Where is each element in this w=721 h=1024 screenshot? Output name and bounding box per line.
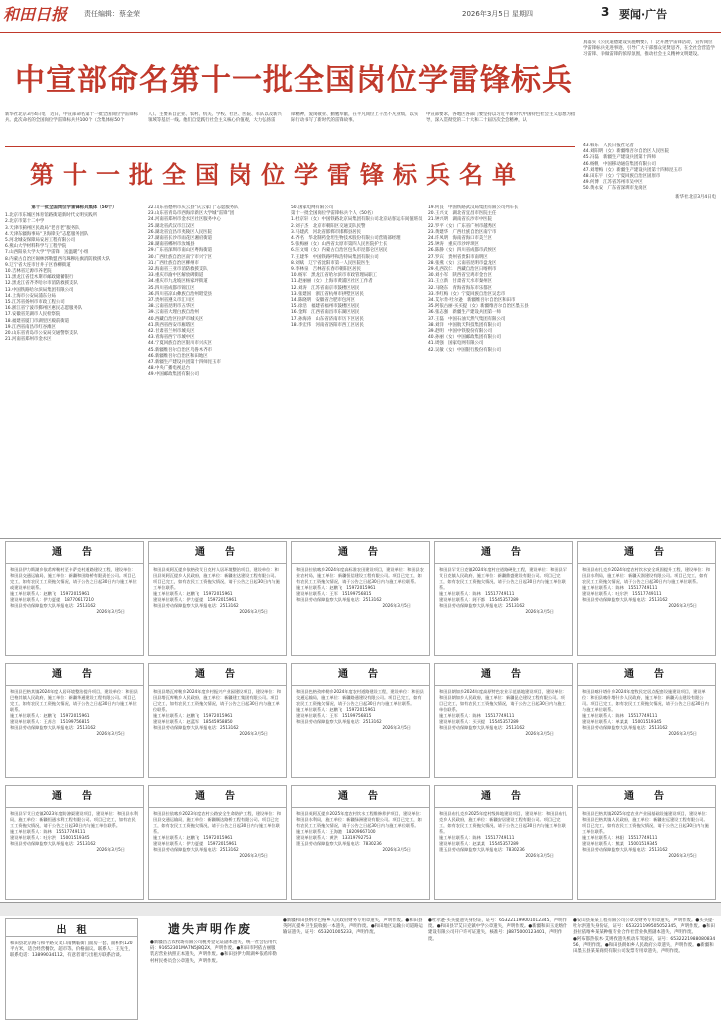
lost-col-1: ●新疆昌吉农牧场有限公司税务登记证副本遗失，统一社会信用代码：91652301MA7N5J8Q2X，声明作废。●和田市阿依古丽服装店营业执照正本遗失，声明作废。●和田县伊力斯湖乡依希库勒村村民委员会公章遗失，声明作废。 xyxy=(150,940,277,964)
notice-date: 2026年3月5日 xyxy=(525,609,554,614)
list-item: 4.齐名 华北制药金坦生物技术股份有限公司营销部经理 xyxy=(291,236,401,242)
list-item: 27.湖南省长沙市雨花区湘府街道 xyxy=(148,236,213,242)
list-item: 31.王立新 甘肃省天水市秦州区 xyxy=(428,279,493,285)
bottom-strip xyxy=(0,902,721,916)
list-item: 3.天津市蓟州区民政局“老吾老”服务队 xyxy=(5,225,80,231)
notice-date: 2026年3月5日 xyxy=(668,603,697,608)
list-col-1-items xyxy=(5,213,143,343)
notice-contact: 和田县劳动保障监察大队举报电话：2513162 xyxy=(10,603,96,608)
list-item: 23.黄建华 广西壮族自治区南宁市 xyxy=(428,229,497,235)
lost-col-4: ●安山县某某工程有限公司公章及财务专用章遗失，声明作废。●买买提·吐尔洪遗失身份证，证号：653221199505052345，声明作废。●和田县拉依喀乡某某种植专业合作社营业执照副本遗失，声明作废。 ●阿布都热依木·艾则孜遗失机动车驾驶证，证号：653222198808083456，声明作废。●和田县朗如乡人民政府公章遗失，声明作废。●新疆和田墨玉县某某商贸有限公司发票专用章遗失，声明作废。 xyxy=(573,918,716,955)
list-item: 11.黑龙江省佳木斯市邮政储蓄银行 xyxy=(5,275,74,281)
notice-contact: 施工单位联系人：赵鹏飞 15972015961 xyxy=(153,713,233,718)
notice-title: 通 告 xyxy=(435,786,572,808)
notice-title: 通 告 xyxy=(578,542,715,564)
list-item: 5.河北城安保障局安居工程有限公司 xyxy=(5,238,76,244)
list-item: 15.徐浩 福建省福州市鼓楼区居民 xyxy=(291,304,360,310)
lost-title: 遗失声明作废 xyxy=(167,922,252,936)
notice-contact: 施工单位联系人：林阳 15517749111 xyxy=(582,835,658,840)
list-item: 48.中央广播电视总台 xyxy=(148,366,191,372)
notice-contact: 建设单位联系人：单某某 15001519345 xyxy=(582,719,662,724)
notice-contact: 建设单位联系人：王苏合 15199756815 xyxy=(10,719,90,724)
list-item: 42.甘肃省兰州市城关区 xyxy=(148,329,195,335)
notice-text: 和田县罕艾日克镇2023年度防渗渠建设项目，建设单位：和田县水利局，施工单位：新疆恒通水利工程有限公司。项目已完工，如有农民工工资拖欠情况，请于公告之日起30日内与施工单位联系。 xyxy=(10,811,138,828)
notice-date: 2026年3月5日 xyxy=(382,725,411,730)
list-item: 2.刘子杰 北京市朝阳区交通支队民警 xyxy=(291,223,366,229)
notice-card xyxy=(291,785,430,900)
list-item: 19.江西省南昌市红谷滩区 xyxy=(5,324,56,330)
list-item: 12.刘涛 江苏省南京市鼓楼区居民 xyxy=(291,285,360,291)
notice-date: 2026年3月5日 xyxy=(239,609,268,614)
notice-contact: 建设单位联系人：伊力夏提 18770617210 xyxy=(10,597,94,602)
list-item: 32.马晓东 青海省海东市乐都区 xyxy=(428,285,493,291)
list-col-2-items xyxy=(148,205,286,379)
lead-col-1: 新华社北京3月4日电 近日，中宣部命名第十一批全国岗位学雷锋标兵。此次命名的全国岗位学雷锋标兵共100个（含集体标50个 xyxy=(5,112,138,124)
lead-col-3: 锋精神，爱岗敬业、勤勉奉献，在平凡岗位上干出不凡业绩，以实际行动书写了新时代的雷锋故事。 xyxy=(291,112,419,124)
notice-date: 2026年3月5日 xyxy=(668,731,697,736)
notice-contact: 施工单位联系人：赵鹏飞 15972015961 xyxy=(10,591,90,596)
notice-date: 2026年3月5日 xyxy=(96,731,125,736)
list-item: 44.宁夏回族自治区银川市兴庆区 xyxy=(148,341,213,347)
notice-contact: 施工单位联系人：陈林 15517749111 xyxy=(439,591,515,596)
notice-date: 2026年3月5日 xyxy=(525,731,554,736)
notice-contact: 和田县劳动保障监察大队举报电话：2513162 xyxy=(296,597,382,602)
list-item: 13.张建国 浙江省杭州市拱墅区居民 xyxy=(291,291,364,297)
notice-contact: 和田县劳动保障监察大队举报电话：2513162 xyxy=(10,841,96,846)
list-item: 16.金辉 江西省南昌市东湖区居民 xyxy=(291,310,360,316)
notice-contact: 建设单位联系人：伊力夏提 15972015961 xyxy=(153,841,237,846)
notice-card xyxy=(434,663,573,778)
notice-contact: 和田县劳动保障监察大队举报电话：2513162 xyxy=(153,603,239,608)
list-item: 28.张燕（女）云南省昆明市盘龙区 xyxy=(428,260,497,266)
list-item: 35.四川省成都市锦江区 xyxy=(148,285,195,291)
list-item: 35.阿依古丽·买买提（女）新疆维吾尔自治区墨玉县 xyxy=(428,304,529,310)
notice-card xyxy=(577,785,716,900)
notice-card xyxy=(148,785,287,900)
notice-text: 和田县布扎克乡2025年度村级阵地建设项目，建设单位：和田县布扎克乡人民政府，施工单位：新疆安居建设工程有限公司。项目已完工，如有农民工工资拖欠情况，请于公告之日起30日内与施工单位联系。 xyxy=(439,811,567,834)
list-item: 24.河南省郑州市金水区社区服务中心 xyxy=(148,217,221,223)
notice-date: 2026年3月5日 xyxy=(96,847,125,852)
notice-title: 通 告 xyxy=(6,664,143,686)
list-item: 36.张志强 新疆生产建设兵团第一师 xyxy=(428,310,501,316)
notice-date: 2026年3月5日 xyxy=(239,853,268,858)
notice-contact: 建设单位联系人：熊某 15001519345 xyxy=(582,841,658,846)
list-item: 6.汪文娟（女）内蒙古自治区包头市昆都仑区居民 xyxy=(291,248,388,254)
notice-contact: 建设单位联系人：伊力夏提 15972015961 xyxy=(153,597,237,602)
list-item: 48.田东宇（女）宁夏回族自治区固原市 xyxy=(583,174,661,180)
list-item: 1.杜京轩（女）中国铁路北京局集团有限公司北京站客运车间值班员 xyxy=(291,217,423,223)
notice-text: 和田县塔瓦库勒乡2024年度乡村振兴产业园建设项目，建设单位：和田县塔瓦库勒乡人民政府，施工单位：新疆建工集团有限公司。项目已完工，如有农民工工资拖欠情况，请于公告之日起30日内与施工单位联系。 xyxy=(153,689,281,712)
notice-body xyxy=(6,564,143,618)
list-col-4 xyxy=(428,205,576,535)
list-item: 38.云南省昆明市五华区 xyxy=(148,304,195,310)
list-item: 5.张梅丽（女）山西省太原市第四人民医院护士长 xyxy=(291,242,388,248)
list-item: 31.广西壮族自治区柳州市 xyxy=(148,260,199,266)
list-item: 16.浙江省宁波市鄞州区惠民志愿服务队 xyxy=(5,306,83,312)
list-item: 47.新疆生产建设兵团第十四师昆玉市 xyxy=(148,360,221,366)
notice-body xyxy=(6,808,143,856)
notice-date: 2026年3月5日 xyxy=(668,853,697,858)
notice-contact: 和田县劳动保障监察大队举报电话：2513162 xyxy=(10,725,96,730)
list-item: 42.吴敏（女）中国银行股份有限公司 xyxy=(428,347,501,353)
notice-text: 和田县色格孜库勒乡2024年度农村道路建设工程，建设单位：和田县交通运输局，施工单位：新疆路通建设有限公司。项目已完工，如有农民工工资拖欠情况，请于公告之日起30日内与施工单位联系。 xyxy=(296,689,424,706)
list-item: 12.黑龙江省齐齐哈尔市消防救援支队 xyxy=(5,281,78,287)
notice-title: 通 告 xyxy=(292,542,429,564)
notice-text: 和田县喀什塔什乡2024年度牧民定居点配套设施建设项目，建设单位：和田县喀什塔什乡人民政府，施工单位：新疆天山建设有限公司。项目已完工，如有农民工工资拖欠情况，请于公告之日起30日内与施工单位联系。 xyxy=(582,689,709,712)
list-item: 33.李红梅（女）宁夏回族自治区吴忠市 xyxy=(428,291,506,297)
list-item: 24.许凤明 海南省海口市美兰区 xyxy=(428,236,493,242)
notice-title: 通 告 xyxy=(149,542,286,564)
list-col-2 xyxy=(148,205,286,535)
list-item: 41.周强 国家电网有限公司 xyxy=(428,341,484,347)
list-item: 10.吉林省辽源市养老院 xyxy=(5,269,52,275)
list-item: 2.北京市第十二中学 xyxy=(5,219,45,225)
notice-card xyxy=(577,541,716,656)
list-item: 29.扎西次仁 西藏自治区日喀则市 xyxy=(428,267,497,273)
list-item: 4.天津东疆海事局“卫海锋尖”志愿服务团队 xyxy=(5,231,89,237)
notice-body xyxy=(435,564,572,618)
notice-title: 通 告 xyxy=(435,664,572,686)
list-item: 34.重庆市九龙坡区杨家坪街道 xyxy=(148,279,208,285)
notice-title: 通 告 xyxy=(292,664,429,686)
notice-contact: 施工单位联系人：赵鹏飞 15972015961 xyxy=(296,707,376,712)
notice-text: 和田县拉依喀乡2023年度农村公路安全生命防护工程，建设单位：和田县交通运输局，施工单位：新疆顺达路桥工程有限公司。项目已完工，如有农民工工资拖欠情况，请于公告之日起30日内与施工单位联系。 xyxy=(153,811,281,834)
notice-date: 2026年3月5日 xyxy=(382,603,411,608)
list-item: 26.湖北省宜昌市夷陵区人民医院 xyxy=(148,229,213,235)
notice-body xyxy=(578,686,715,740)
notice-contact: 墨玉县劳动保障监察大队举报电话：7830236 xyxy=(296,841,382,846)
list-item: 36.四川省凉山彝族自治州昭觉县 xyxy=(148,291,213,297)
notice-body xyxy=(578,808,715,862)
notice-contact: 施工单位联系人：赵鹏飞 15972015961 xyxy=(296,585,376,590)
list-item: 40.西藏自治区拉萨市城关区 xyxy=(148,316,204,322)
list-item: 10.杨军 黑龙江省哈尔滨市市政管理局职工 xyxy=(291,273,378,279)
notice-card xyxy=(291,663,430,778)
notice-body xyxy=(292,686,429,734)
notice-contact: 和田县劳动保障监察大队举报电话：2513162 xyxy=(153,847,239,852)
notice-text: 和田县朗如乡2024年度高原特色农业示范基地建设项目，建设单位：和田县朗如乡人民政府，施工单位：新疆昆仑建设工程有限公司。项目已完工，如有农民工工资拖欠情况，请于公告之日起30日内与施工单位联系。 xyxy=(439,689,567,712)
list-item: 43.韩东 人民日报社记者 xyxy=(583,143,634,148)
notice-contact: 施工单位联系人：赵鹏飞 15972015961 xyxy=(153,835,233,840)
list-item: 11.赵丽丽（女）上海市黄浦区社区工作者 xyxy=(291,279,373,285)
notice-contact: 和田县劳动保障监察大队举报电话：2513162 xyxy=(153,725,239,730)
notice-contact: 施工单位联系人：陈林 15517749111 xyxy=(582,713,658,718)
list-item: 1.北京市东城区体育馆路街道新时代文明实践所 xyxy=(5,213,98,219)
list-item: 49.何博 江苏省苏州市吴中区 xyxy=(583,180,643,186)
issue-date: 2026年3月5日 星期四 xyxy=(462,10,533,18)
notice-contact: 建设单位联系人：吐尔洪 15001519345 xyxy=(10,835,90,840)
rent-box xyxy=(5,918,138,1020)
lost-col-3: ●吐尔逊·买买提遗失身份证，证号：653221199001012345，声明作废。●和田县罕艾日克镇中学公章遗失，声明作废。●新疆和田玉龙喀什建设有限公司开户许可证遗失，核准号：J8875000123401，声明作废。 xyxy=(428,918,568,942)
notice-title: 通 告 xyxy=(435,542,572,564)
notice-contact: 和田县劳动保障监察大队举报电话：2513162 xyxy=(439,725,525,730)
list-item: 14.上海市公安局浦东分局 xyxy=(5,293,56,299)
collective-heading: 第十一批全国岗位学雷锋标兵集体（50个） xyxy=(31,205,117,210)
notice-date: 2026年3月5日 xyxy=(96,609,125,614)
lead-col-5: 真落实《公民道德建设实施纲要》，广泛开展学雷锋活动，宣传岗位学雷锋标兵先进事迹，引导广大干部群众见贤思齐，在全社会营造学习雷锋、争做雷锋的浓厚氛围，推动社会主义精神文明建设。 xyxy=(583,40,715,58)
list-item: 17.孙海涛 山东省济南市历下区居民 xyxy=(291,316,364,322)
list-item: 22.山东省德州市庆云县“庆云家门”志愿服务队 xyxy=(148,205,239,210)
list-col-1 xyxy=(5,205,143,535)
notice-contact: 施工单位联系人：赵鹏飞 15972015961 xyxy=(153,591,233,596)
list-item: 39.云南省大理白族自治州 xyxy=(148,310,199,316)
list-item: 27.罗宾 贵州省贵阳市南明区 xyxy=(428,254,488,260)
list-item: 30.广西壮族自治区南宁市兴宁区 xyxy=(148,254,213,260)
list-item: 6.燕山大学材料科学与工程学院 xyxy=(5,244,67,250)
list-item: 22.罗平（女）广东省广州市越秀区 xyxy=(428,223,497,229)
notice-title: 通 告 xyxy=(578,664,715,686)
page-number: 3 xyxy=(601,5,610,19)
list-item: 20.王兴文 湖北省宜昌市医院主任 xyxy=(428,211,497,217)
list-item: 17.安徽省芜湖市人民检察院 xyxy=(5,312,61,318)
lost-col-5: ●阿布都热依木·艾则孜遗失机动车驾驶证，证号：653222198808083456，声明作废。●和田县朗如乡人民政府公章遗失，声明作废。●新疆和田墨玉县某某商贸有限公司发票专用章遗失，声明作废。 xyxy=(573,936,716,955)
notice-title: 通 告 xyxy=(578,786,715,808)
list-item: 26.陈静（女）四川省成都市武侯区 xyxy=(428,248,497,254)
notice-card xyxy=(5,541,144,656)
notice-contact: 施工单位联系人：赵鹏飞 15972015961 xyxy=(10,713,90,718)
list-item: 45.冯磊 新疆生产建设兵团第十四师 xyxy=(583,155,656,161)
section-divider xyxy=(0,538,721,539)
list-item: 50.国家电网有限公司 xyxy=(291,205,334,210)
notice-title: 通 告 xyxy=(6,542,143,564)
list-item: 9.李林泉 吉林省长春市朝阳区居民 xyxy=(291,267,362,273)
notice-contact: 和田县劳动保障监察大队举报电话：2513162 xyxy=(582,725,668,730)
rent-title: 出 租 xyxy=(6,921,137,937)
notice-card xyxy=(5,785,144,900)
newspaper-logo: 和田日报 xyxy=(3,5,68,24)
notice-contact: 和田县劳动保障监察大队举报电话：2513162 xyxy=(582,597,668,602)
list-item: 13.中国铁路哈尔滨局集团有限公司 xyxy=(5,287,74,293)
notice-body xyxy=(149,686,286,740)
list-item: 50.黄永安 广东省深圳市龙岗区 xyxy=(583,186,648,192)
notice-body xyxy=(435,686,572,740)
notice-contact: 和田县劳动保障监察大队举报电话：2513162 xyxy=(582,847,668,852)
notice-text: 和田县罕艾日克镇2024年度村庄道路硬化工程，建设单位：和田县罕艾日克镇人民政府，施工单位：新疆鼎盛建设有限公司。项目已完工，如有农民工工资拖欠情况，请于公告之日起30日内与施工单位联系。 xyxy=(439,567,567,590)
notice-title: 通 告 xyxy=(149,664,286,686)
list-col-3 xyxy=(291,205,423,535)
list-item: 46.杨帆 中国移动通信集团有限公司 xyxy=(583,161,656,167)
lead-col-4: 中宣部要求，各地区各部门要坚持以习近平新时代中国特色社会主义思想为指导，深入贯彻党的二十大和二十届历次全会精神，认 xyxy=(426,112,576,124)
notice-text: 和田县英阿瓦提乡依格孜艾日克村人居环境整治项目，建设单位：和田县英阿瓦提乡人民政府，施工单位：新疆宏达建设工程有限公司。项目已完工，如有农民工工资拖欠情况，请于公告之日起30日内与施工单位联系。 xyxy=(153,567,280,590)
list-item: 43.青海省西宁市城中区 xyxy=(148,335,195,341)
notice-contact: 施工单位联系人：陈林 15517749111 xyxy=(439,713,515,718)
notice-contact: 建设单位联系人：阿不都 15545357289 xyxy=(439,597,519,602)
notice-contact: 施工单位联系人：王海港 18209667100 xyxy=(296,829,376,834)
list-item: 30.刘小军 陕西省宝鸡市金台区 xyxy=(428,273,493,279)
notice-title: 通 告 xyxy=(149,786,286,808)
list-item: 29.广东省深圳市南山区粤海街道 xyxy=(148,248,213,254)
list-item: 28.湖南省郴州市汝城县 xyxy=(148,242,195,248)
notice-text: 和田县伊力斯湖乡依希库勒村至卡萨克村道路建设工程，建设单位：和田县交通运输局，施工单位：新疆和田路桥有限责任公司。项目已完工，如有农民工工资拖欠情况，请于公告之日起30日内与施工单位或建设单位联系。 xyxy=(10,567,137,590)
list-item: 14.陈晓明 安徽省合肥市包河区 xyxy=(291,298,356,304)
list-item: 20.山东省青岛市公安局交通警察支队 xyxy=(5,331,78,337)
list-item: 第十一批全国岗位学雷锋标兵个人（50名） xyxy=(291,211,376,217)
list-item: 25.湖北省武汉市江汉区 xyxy=(148,223,195,229)
list-item: 33.重庆市渝中区解放碑街道 xyxy=(148,273,204,279)
list-item: 18.福建省厦门市湖里区殿前街道 xyxy=(5,318,70,324)
list-col-4-items xyxy=(428,205,576,354)
notice-text: 和田县拉依喀乡2024年度高标准农田建设项目，建设单位：和田县农业农村局，施工单位：新疆恒信建设工程有限公司。项目已完工，如有农民工工资拖欠情况，请于公告之日起30日内与施工单位联系。 xyxy=(296,567,424,584)
list-item: 46.新疆维吾尔自治区和田地区 xyxy=(148,353,208,359)
list-item: 40.孙丽（女）中国邮政集团有限公司 xyxy=(428,335,501,341)
notice-contact: 和田县劳动保障监察大队举报电话：2513162 xyxy=(439,603,525,608)
notice-card xyxy=(434,541,573,656)
notice-date: 2026年3月5日 xyxy=(239,731,268,736)
list-item: 39.赵明 中国中铁股份有限公司 xyxy=(428,329,493,335)
list-item: 18.李宏伟 河南省洛阳市西工区居民 xyxy=(291,322,364,328)
notice-contact: 建设单位联系人：赵某某 15545357289 xyxy=(439,841,519,846)
notice-contact: 建设单位联系人：买买提 15545357289 xyxy=(439,719,519,724)
notice-body xyxy=(435,808,572,862)
list-col-5-items xyxy=(583,143,716,193)
notice-card xyxy=(148,663,287,778)
notice-contact: 墨玉县劳动保障监察大队举报电话：7830236 xyxy=(439,847,525,852)
list-item: 8.刘斌 辽宁省沈阳市第一人民医院医生 xyxy=(291,260,370,266)
notice-body xyxy=(292,564,429,612)
rent-text: 和田县北京路与和平路交叉口南侧临街门面房一套，面积约120平方米，适合经营餐饮、超市等。价格面议。联系人：王先生，联系电话：13899034112。有意者请与出租方联系洽谈。 xyxy=(10,941,133,959)
notice-body xyxy=(292,808,429,856)
list-item: 32.海南省三亚市消防救援支队 xyxy=(148,267,208,273)
notice-card xyxy=(148,541,287,656)
notice-contact: 施工单位联系人：陈林 15517749111 xyxy=(439,835,515,840)
notice-body xyxy=(6,686,143,740)
list-item: 7.王建华 中国铁路呼和浩特局集团有限公司 xyxy=(291,254,379,260)
notice-text: 和田县巴格其镇2024年度人居环境整治提升项目，建设单位：和田县巴格其镇人民政府，施工单位：新疆华通建设工程有限公司。项目已完工，如有农民工工资拖欠情况，请于公告之日起30日内与施工单位联系。 xyxy=(10,689,138,712)
notice-card xyxy=(577,663,716,778)
editor-credit: 责任编辑：蔡金荣 xyxy=(84,10,140,18)
list-item: 8.内蒙古自治区锡林郭勒盟西乌珠穆沁旗消防救援大队 xyxy=(5,256,111,262)
list-item: 41.陕西省西安市雁塔区 xyxy=(148,322,195,328)
list-item: 38.刘洋 中国航天科技集团有限公司 xyxy=(428,322,501,328)
notice-text: 和田县布扎克乡2024年度农村饮水安全巩固提升工程，建设单位：和田县水利局，施工单位：新疆天润建设有限公司。项目已完工，如有农民工工资拖欠情况，请于公告之日起30日内与施工单位联系。 xyxy=(582,567,710,584)
notice-text: 和田县巴格其镇2025年度农业产业园基础设施建设项目，建设单位：和田县巴格其镇人民政府，施工单位：新疆宏远建设工程有限公司。项目已完工，如有农民工工资拖欠情况，请于公告之日起30日内与施工单位联系。 xyxy=(582,811,710,834)
list-item: 45.新疆维吾尔自治区乌鲁木齐市 xyxy=(148,347,213,353)
list-item: 7.山西阳泉大学大学“学雷锋 送温暖”小组 xyxy=(5,250,89,256)
notice-contact: 建设单位联系人：王军 15199756815 xyxy=(296,713,372,718)
list-item: 21.河南省郑州市金水区 xyxy=(5,337,52,343)
notice-card xyxy=(291,541,430,656)
list-item: 49.中国邮政集团有限公司 xyxy=(148,372,199,378)
list-item: 23.山东省青岛市西海岸新区大学城“雷锋”团 xyxy=(148,211,235,217)
notice-contact: 建设单位联系人：吐尔洪 15517749111 xyxy=(582,591,662,596)
list-item: 3.马建武 河北省邯郸市邯郸县居民 xyxy=(291,229,362,235)
list-item: 9.辽宁省大连市甘井子区春柳街道 xyxy=(5,262,71,268)
lead-col-2: 人）。主要来自企业、农村、机关、学校、社区、医院、军队以及新兴领域等基层一线。他们自觉践行社会主义核心价值观，大力弘扬雷 xyxy=(148,112,282,124)
list-item: 21.钟兴明 湖南省长沙市中医院 xyxy=(428,217,493,223)
list-col-5 xyxy=(583,143,716,535)
list-col-3-items xyxy=(291,205,423,329)
main-headline: 中宣部命名第十一批全国岗位学雷锋标兵 xyxy=(15,63,573,98)
notice-title: 通 告 xyxy=(292,786,429,808)
notice-card xyxy=(5,663,144,778)
list-footer: 新华社北京3月4日电 xyxy=(675,194,716,200)
list-item: 34.艾尔肯·吐尔逊 新疆维吾尔自治区和田市 xyxy=(428,298,516,304)
notice-date: 2026年3月5日 xyxy=(382,847,411,852)
notice-body xyxy=(149,808,286,862)
list-item: 19.何良 中国铁路武汉局集团有限公司列车长 xyxy=(428,205,519,210)
lost-col-2: ●新疆和田县纳尔巴格乡人民政府财务专用章遗失，声明作废。●和田县英阿瓦提乡卫生院收据一本遗失，声明作废。●和田地区运输公司道路运输证遗失，证号：653201005233，声明作废。 xyxy=(283,918,423,936)
notice-contact: 建设单位联系人：黄洪 13319792753 xyxy=(296,835,372,840)
list-item: 37.贵州省遵义市汇川区 xyxy=(148,298,195,304)
page-section: 要闻·广告 xyxy=(619,8,668,21)
notice-contact: 施工单位联系人：陈林 15517749111 xyxy=(582,585,658,590)
notice-contact: 建设单位联系人：赵蓝军 18545958850 xyxy=(153,719,233,724)
divider-line xyxy=(5,146,575,147)
notice-contact: 施工单位联系人：陈林 15517749111 xyxy=(10,829,86,834)
notice-text: 和田县英阿瓦提乡2025年度农村饮水工程维修养护项目，建设单位：和田县水利局，施工单位：新疆绿洲建设有限公司。项目已完工，如有农民工工资拖欠情况，请于公告之日起30日内与施工单位联系。 xyxy=(296,811,424,828)
list-item: 37.王磊 中国石油天然气集团有限公司 xyxy=(428,316,506,322)
list-item: 25.钟涛 重庆市沙坪坝区 xyxy=(428,242,479,248)
list-item: 47.刘增梅（女）新疆生产建设兵团第十四师昆玉市 xyxy=(583,167,683,173)
list-item: 15.江苏省扬州市市政工程公司 xyxy=(5,300,65,306)
page-header xyxy=(0,0,721,33)
notice-date: 2026年3月5日 xyxy=(525,853,554,858)
notice-body xyxy=(149,564,286,618)
list-item: 44.刘阳明（女）新疆维吾尔自治区人民医院 xyxy=(583,149,670,155)
notice-card xyxy=(434,785,573,900)
list-title: 第十一批全国岗位学雷锋标兵名单 xyxy=(30,160,525,189)
notice-title: 通 告 xyxy=(6,786,143,808)
notice-contact: 和田县劳动保障监察大队举报电话：2513162 xyxy=(296,719,382,724)
notice-contact: 建设单位联系人：王军 15199756815 xyxy=(296,591,372,596)
notice-body xyxy=(578,564,715,612)
